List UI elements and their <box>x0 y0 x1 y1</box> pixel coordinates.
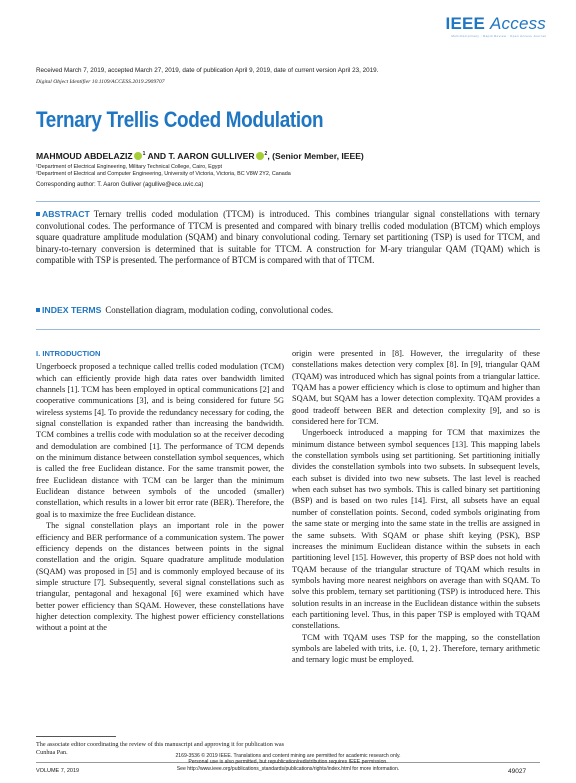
author-1-affil: 1 <box>142 151 146 158</box>
logo-tagline: Multidisciplinary : Rapid Review : Open Access Journal <box>451 34 546 38</box>
paragraph: Ungerboeck proposed a technique called trellis coded modulation (TCM) which can efficiently provide high data rates over bandwidth limited channels [1]. TCM has been employed in optical communications [2] and cooperative communications [3], and is being considered for future 5G wireless systems [4]. To provide the redundancy necessary for coding, the signal constellation is expanded rather than increasing the bandwidth. TCM combines a trellis code with modulation so at the receiver decoding and demodulation are combined [1]. The performance of TCM depends on the minimum distance between constellation symbol sequences, which is called the free Euclidean distance. For the same transmit power, the free Euclidean distance with TCM can be larger than the minimum Euclidean distance between symbols of the uncoded (smaller) constellation, which results in a lower bit error rate (BER). Therefore, the goal is to maximize the free Euclidean distance. <box>36 362 284 519</box>
divider <box>36 201 540 202</box>
abstract-text: Ternary trellis coded modulation (TTCM) is introduced. This combines triangular signal constellations with ternary convolutional codes. The performance of TTCM is presented and compared with binary trellis coded modulation (BTCM) which employs square quadrature amplitude modulation (SQAM) and binary convolutional coding. Ternary set partitioning (TSP) is used for TTCM, and binary-to-ternary conversion is determined that is suitable for TTCM. A construction for M-ary triangular QAM (TQAM) which is compatible with TSP is presented. The performance of BTCM is compared with that of TTCM. <box>36 209 540 266</box>
received-dates: Received March 7, 2019, accepted March 27, 2019, date of publication April 9, 2019, date of current version April 23, 2019. <box>36 67 379 74</box>
footnote-rule <box>36 736 116 737</box>
license-text <box>150 753 426 772</box>
affiliation-1: ¹Department of Electrical Engineering, Military Technical College, Cairo, Egypt <box>36 164 222 170</box>
doi-line: Digital Object Identifier 10.1109/ACCESS.2019.2909707 <box>36 79 165 85</box>
paragraph: TCM with TQAM uses TSP for the mapping, so the constellation symbols are labeled with trits, i.e. {0, 1, 2}. Therefore, ternary arithmetic and ternary logic must be employed. <box>292 632 540 665</box>
ieee-access-logo <box>446 14 546 34</box>
license-line: See http://www.ieee.org/publications_standards/publications/rights/index.html for more information. <box>176 765 400 772</box>
square-bullet-icon <box>36 212 40 216</box>
author-2-affil: 2 <box>264 151 268 158</box>
license-line: Personal use is also permitted, but republication/redistribution requires IEEE permission. <box>188 759 388 766</box>
footnote: The associate editor coordinating the review of this manuscript and approving it for publication was Cunhua Pan. <box>36 741 284 756</box>
author-2-suffix: , (Senior Member, IEEE) <box>267 151 364 161</box>
abstract-label: ABSTRACT <box>42 209 90 219</box>
paper-title: Ternary Trellis Coded Modulation <box>36 107 324 132</box>
square-bullet-icon <box>36 308 40 312</box>
section-heading: I. INTRODUCTION <box>36 349 101 358</box>
index-terms-block <box>36 305 540 317</box>
paragraph: The signal constellation plays an important role in the power efficiency and BER performance of a communication system. The power efficiency depends on the distances between points in the signal constellation and the origin. Square quadrature amplitude modulation (SQAM) was proposed in [5] and is commonly employed because of its simple structure [7]. Subsequently, several signal constellations such as triangular, pentagonal and hexagonal [6] were examined which have better power efficiency than SQAM. However, these constellations have higher detection complexity. The highest power efficiency constellations without a point at the <box>36 521 284 633</box>
abstract-block <box>36 209 540 267</box>
paragraph: origin were presented in [8]. However, the irregularity of these constellations makes detection very complex [8]. In [9], triangular QAM (TQAM) was introduced which has signal points from a triangular lattice. TQAM has a power efficiency which is close to optimum and higher than SQAM, but SQAM has a lower detection complexity. TQAM provides a good tradeoff between BER and detection complexity [9], and so is considered here for TCM. <box>292 349 540 427</box>
paragraph: Ungerboeck introduced a mapping for TCM that maximizes the minimum distance between symbol sequences [13]. This mapping labels the constellation symbols using set partitioning. Set partitioning initially divides the constellation symbols into two subsets. In subsequent levels, each subset is divided into two new subsets. The last level is reached when each subset has two symbols. This is called binary set partitioning (BSP) and is based on two rules [14]. First, all subsets have an equal number of constellation points. Second, coded symbols originating from the same state or merging into the same state in the trellis are assigned in the same subsets. With SQAM or phase shift keying (PSK), BSP increases the minimum Euclidean distance within the subsets in each partitioning level [15]. However, this property of BSP does not hold with TQAM because of the triangular structure of TQAM which results in symbols having more nearest neighbors on average than with SQAM. To solve this problem, ternary set partitioning (TSP) is introduced here. This solution results in an increase in the Euclidean distance within the subsets each partitioning level. Thus, in this paper TSP is employed with TQAM constellations. <box>292 428 540 631</box>
logo-accent: Access <box>490 14 546 33</box>
volume-label: VOLUME 7, 2019 <box>36 768 80 774</box>
orcid-icon[interactable] <box>256 152 264 160</box>
author-line <box>36 151 364 161</box>
left-column <box>36 348 284 634</box>
right-column <box>292 348 540 666</box>
license-line: 2169-3536 © 2019 IEEE. Translations and content mining are permitted for academic research only. <box>175 753 401 759</box>
index-terms-label: INDEX TERMS <box>42 305 102 315</box>
logo-main: IEEE <box>445 14 486 33</box>
affiliation-2: ²Department of Electrical and Computer Engineering, University of Victoria, Victoria, BC V8W 2Y2, Canada <box>36 171 291 177</box>
author-1: MAHMOUD ABDELAZIZ <box>36 151 133 161</box>
index-terms-text: Constellation diagram, modulation coding, convolutional codes. <box>105 305 334 315</box>
page-number: 49027 <box>508 768 527 775</box>
author-join: AND T. AARON GULLIVER <box>145 151 255 161</box>
orcid-icon[interactable] <box>134 152 142 160</box>
divider <box>36 329 540 330</box>
corresponding-author: Corresponding author: T. Aaron Gulliver (agullive@ece.uvic.ca) <box>36 182 204 188</box>
